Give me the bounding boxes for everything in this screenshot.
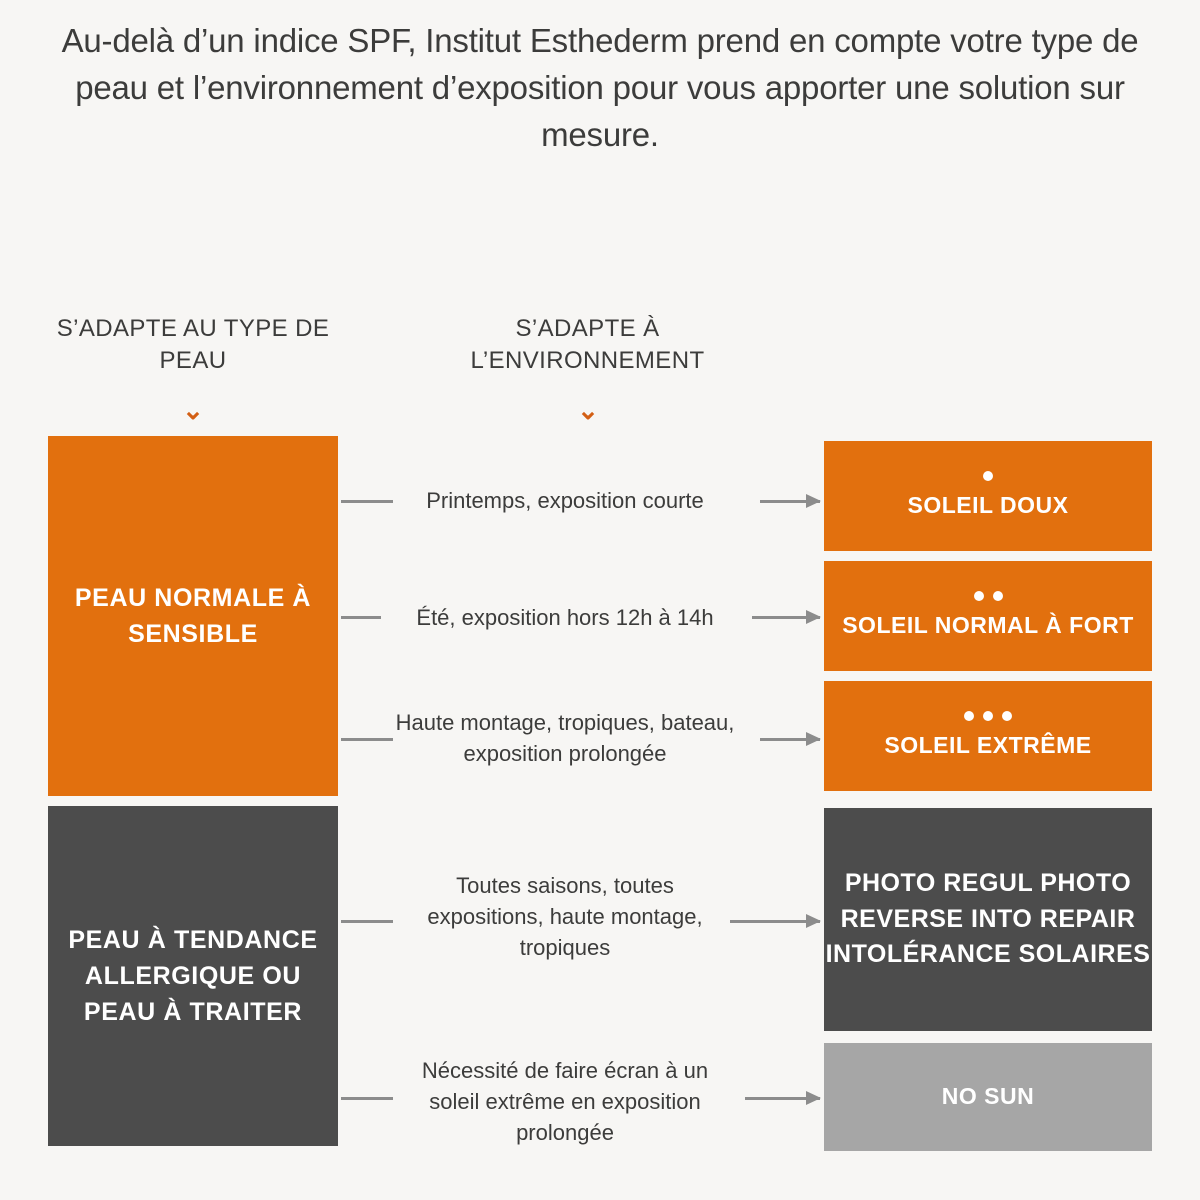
sun-dot-icon	[974, 591, 984, 601]
result-block-no-sun	[824, 1043, 1152, 1151]
connector-line	[341, 616, 381, 619]
skin-type-label: PEAU NORMALE À SENSIBLE	[74, 583, 312, 648]
environment-description: Printemps, exposition courte	[426, 488, 704, 513]
sun-dot-icon	[1002, 711, 1012, 721]
sun-level-dots	[964, 711, 1012, 721]
connector-arrow	[730, 920, 820, 923]
environment-description: Toutes saisons, toutes expositions, haute montage, tropiques	[427, 873, 703, 961]
result-label: SOLEIL NORMAL À FORT	[842, 611, 1134, 638]
connector-arrow	[760, 738, 820, 741]
connector-arrow	[752, 616, 820, 619]
environment-description: Haute montage, tropiques, bateau, exposition prolongée	[395, 710, 735, 767]
skin-type-block-allergic	[48, 806, 338, 1146]
connector-arrow	[760, 500, 820, 503]
sun-dot-icon	[993, 591, 1003, 601]
result-label: SOLEIL EXTRÊME	[884, 731, 1092, 758]
column-header-skin-type: S’ADAPTE AU TYPE DE PEAU	[56, 315, 330, 375]
result-block-soleil-doux	[824, 441, 1152, 551]
sun-dot-icon	[983, 471, 993, 481]
sun-level-dots	[974, 591, 1003, 601]
connector-line	[341, 920, 393, 923]
skin-type-block-normal	[48, 436, 338, 796]
sun-dot-icon	[983, 711, 993, 721]
sun-dot-icon	[964, 711, 974, 721]
result-block-soleil-normal-fort	[824, 561, 1152, 671]
connector-arrow	[745, 1097, 820, 1100]
column-header-environment: S’ADAPTE À L’ENVIRONNEMENT	[470, 315, 705, 375]
result-block-soleil-extreme	[824, 681, 1152, 791]
result-label: SOLEIL DOUX	[907, 491, 1069, 518]
connector-line	[341, 1097, 393, 1100]
environment-description: Nécessité de faire écran à un soleil extrême en exposition prolongée	[421, 1058, 709, 1146]
intro-paragraph: Au-delà d’un indice SPF, Institut Esthederm prend en compte votre type de peau et l’environnement d’exposition pour vous apporter une solution sur mesure.	[61, 22, 1139, 153]
environment-description: Été, exposition hors 12h à 14h	[416, 605, 714, 630]
chevron-down-icon: ⌄	[577, 395, 599, 425]
chevron-down-icon: ⌄	[182, 395, 204, 425]
skin-type-label: PEAU À TENDANCE ALLERGIQUE OU PEAU À TRAITER	[68, 925, 318, 1027]
result-label: PHOTO REGUL PHOTO REVERSE INTO REPAIR INTOLÉRANCE SOLAIRES	[825, 869, 1151, 969]
sun-level-dots	[983, 471, 993, 481]
result-block-photo-products	[824, 808, 1152, 1031]
result-label: NO SUN	[941, 1083, 1035, 1110]
